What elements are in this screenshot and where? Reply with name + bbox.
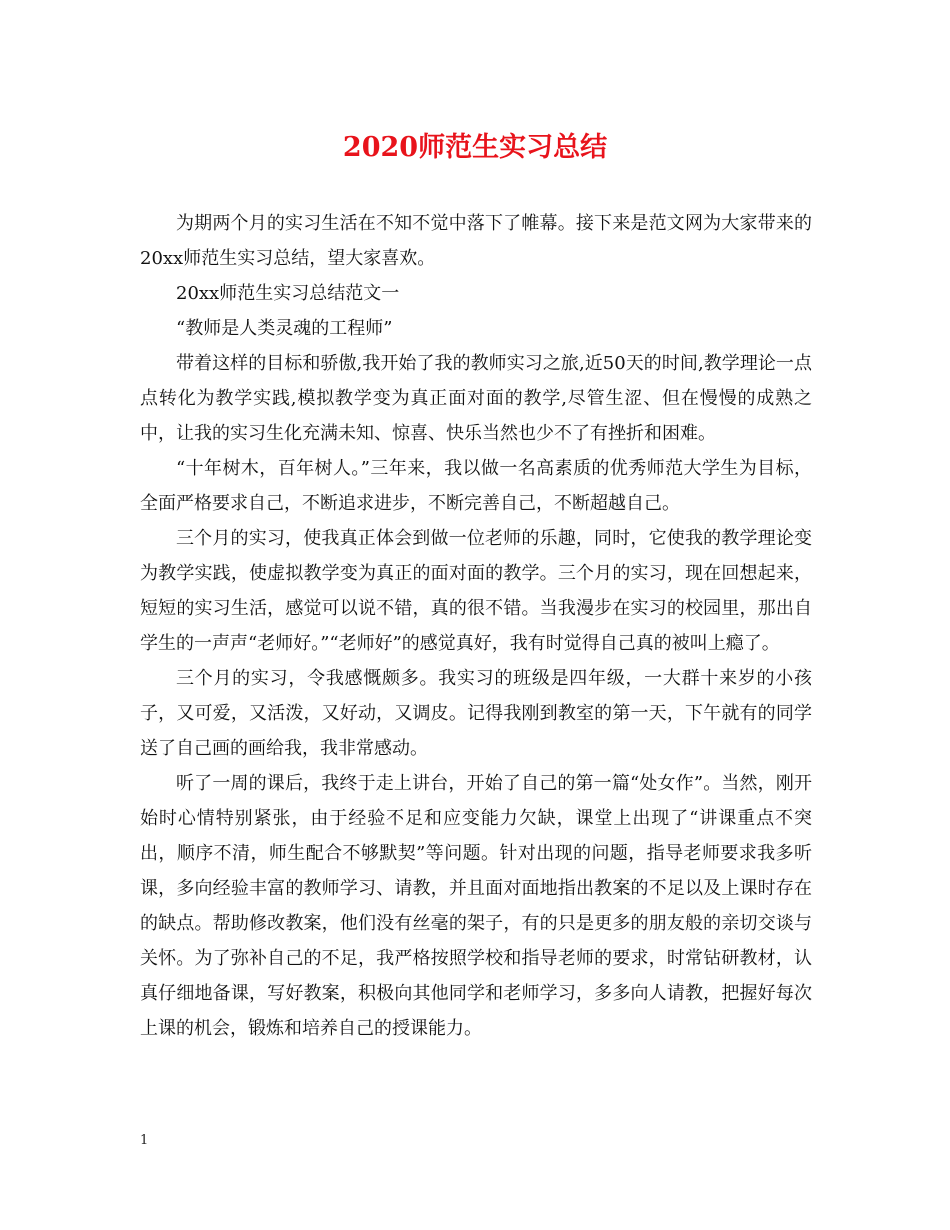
paragraph-section-heading: 20xx师范生实习总结范文一: [176, 283, 400, 304]
page-number: 1: [140, 1133, 149, 1148]
paragraph-quote: “教师是人类灵魂的工程师”: [176, 318, 393, 339]
paragraph-body: 三个月的实习，令我感慨颇多。我实习的班级是四年级，一大群十来岁的小孩子，又可爱，又活泼，又好动，又调皮。记得我刚到教室的第一天，下午就有的同学送了自己画的画给我，我非常感动。: [140, 668, 812, 759]
paragraph-body: 带着这样的目标和骄傲,我开始了我的教师实习之旅,近50天的时间,教学理论一点点转化为教学实践,模拟教学变为真正面对面的教学,尽管生涩、但在慢慢的成熟之中，让我的实习生化充满未知、惊喜、快乐当然也少不了有挫折和困难。: [140, 353, 812, 444]
paragraph-body: 听了一周的课后，我终于走上讲台，开始了自己的第一篇“处女作”。当然，刚开始时心情特别紧张，由于经验不足和应变能力欠缺，课堂上出现了“讲课重点不突出，顺序不清，师生配合不够默契”等问题。针对出现的问题，指导老师要求我多听课，多向经验丰富的教师学习、请教，并且面对面地指出教案的不足以及上课时存在的缺点。帮助修改教案，他们没有丝毫的架子，有的只是更多的朋友般的亲切交谈与关怀。为了弥补自己的不足，我严格按照学校和指导老师的要求，时常钻研教材，认真仔细地备课，写好教案，积极向其他同学和老师学习，多多向人请教，把握好每次上课的机会，锻炼和培养自己的授课能力。: [140, 773, 812, 1039]
paragraph-body: “十年树木，百年树人。”三年来，我以做一名高素质的优秀师范大学生为目标，全面严格要求自己，不断追求进步，不断完善自己，不断超越自己。: [140, 458, 812, 514]
document-body: [140, 206, 812, 1046]
document-title: 2020师范生实习总结: [342, 132, 608, 163]
paragraph-intro: 为期两个月的实习生活在不知不觉中落下了帷幕。接下来是范文网为大家带来的20xx师范生实习总结，望大家喜欢。: [140, 213, 812, 269]
paragraph-body: 三个月的实习，使我真正体会到做一位老师的乐趣，同时，它使我的教学理论变为教学实践，使虚拟教学变为真正的面对面的教学。三个月的实习，现在回想起来，短短的实习生活，感觉可以说不错，真的很不错。当我漫步在实习的校园里，那出自学生的一声声“老师好。”“老师好”的感觉真好，我有时觉得自己真的被叫上瘾了。: [140, 528, 812, 654]
